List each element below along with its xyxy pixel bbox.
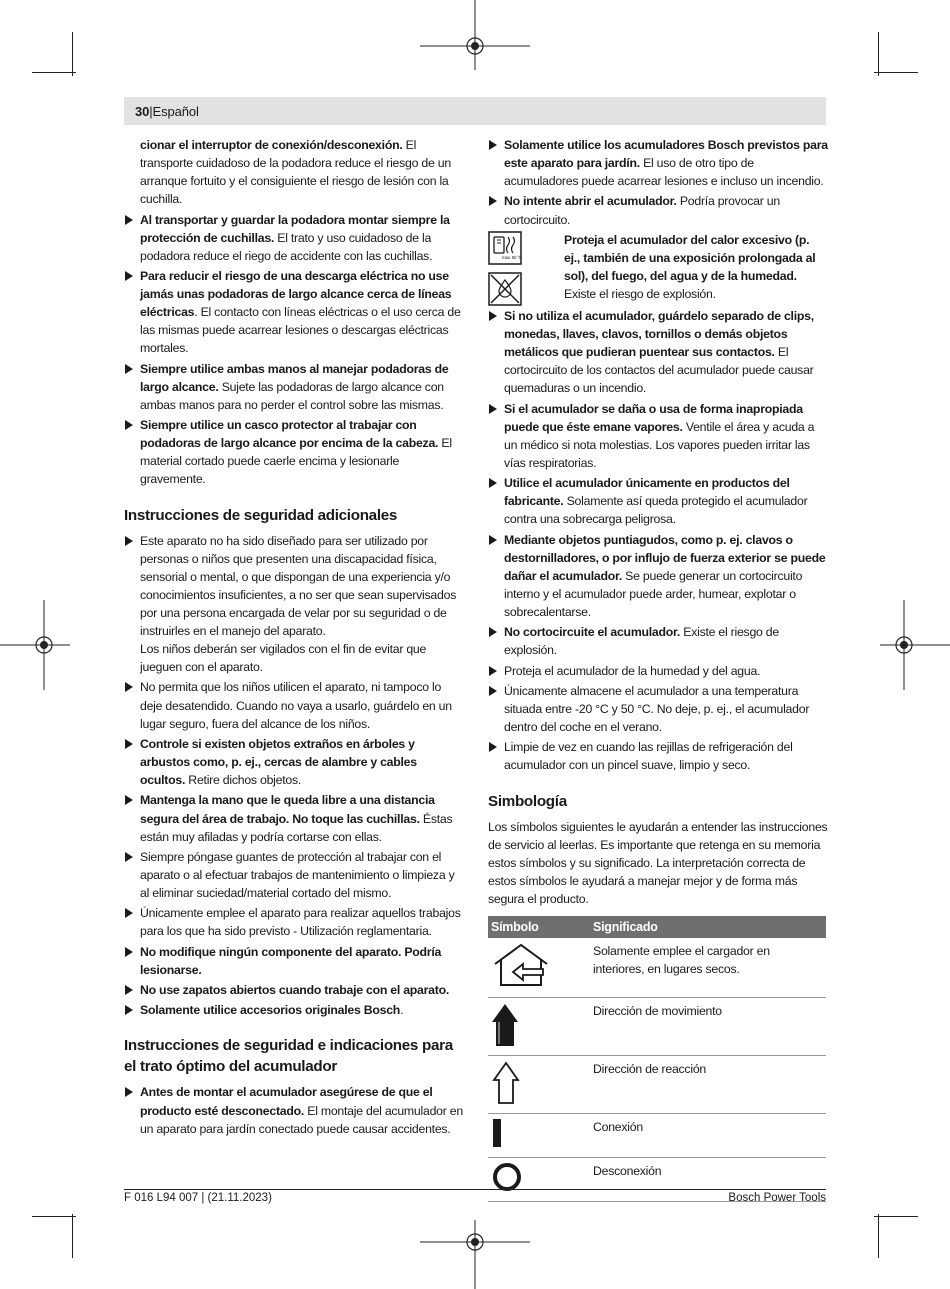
section-heading: Instrucciones de seguridad adicionales	[124, 506, 398, 524]
crop-mark	[32, 1216, 76, 1217]
list-item: cionar el interruptor de conexión/desconexión. El transporte cuidadoso de la podadora reduce el riesgo de un arranque fortuito y el consiguiente el riesgo de lesión con la cuchilla.	[140, 138, 451, 207]
column-header-symbol: Símbolo	[488, 916, 590, 938]
reaction-direction-icon	[491, 1060, 521, 1104]
header-language: Español	[152, 104, 199, 119]
no-water-icon	[488, 272, 522, 306]
meaning-cell: Dirección de movimiento	[590, 998, 826, 1056]
section-heading: Simbología	[488, 792, 567, 810]
bullet-arrow-icon	[125, 271, 133, 281]
list-item: No modifique ningún componente del aparato. Podría lesionarse.	[124, 943, 464, 979]
bullet-arrow-icon	[125, 985, 133, 995]
page-header	[135, 104, 199, 120]
symbols-intro: Los símbolos siguientes le ayudarán a entender las instrucciones de servicio al leerlas. Es importante que retenga en su memoria estos símbolos y su significado. La interpretación correcta de estos símbolos le ayudará a manejar mejor y de forma más segura el producto.	[488, 819, 828, 906]
crop-mark	[72, 1214, 73, 1258]
bullet-arrow-icon	[125, 215, 133, 225]
meaning-cell: Dirección de reacción	[590, 1056, 826, 1114]
bullet-arrow-icon	[489, 742, 497, 752]
section-heading: Instrucciones de seguridad e indicaciones para el trato óptimo del acumulador	[124, 1037, 453, 1076]
column-header-meaning: Significado	[590, 916, 826, 938]
bullet-arrow-icon	[489, 311, 497, 321]
bullet-arrow-icon	[125, 1005, 133, 1015]
crop-mark	[878, 32, 879, 76]
bullet-arrow-icon	[489, 627, 497, 637]
bullet-arrow-icon	[125, 947, 133, 957]
list-item: Si el acumulador se daña o usa de forma inapropiada puede que éste emane vapores. Ventile el área y acuda a un médico si nota molestias. Los vapores pueden irritar las vías respiratorias.	[488, 400, 828, 472]
bullet-arrow-icon	[489, 404, 497, 414]
footer-rule	[124, 1189, 826, 1190]
crop-mark	[874, 1216, 918, 1217]
list-item: No permita que los niños utilicen el aparato, ni tampoco lo deje desatendido. Cuando no vaya a usarlo, guárdelo en un lugar seguro, fuera del alcance de los niños.	[124, 678, 464, 732]
list-item: Antes de montar el acumulador asegúrese de que el producto esté desconectado. El montaje del acumulador en un aparato para jardín conectado puede causar accidentes.	[124, 1083, 464, 1137]
list-item: Limpie de vez en cuando las rejillas de refrigeración del acumulador con un pincel suave, limpio y seco.	[488, 738, 828, 774]
registration-mark-bottom	[420, 1220, 530, 1289]
bullet-arrow-icon	[489, 478, 497, 488]
bullet-arrow-icon	[489, 535, 497, 545]
list-item: Únicamente almacene el acumulador a una temperatura situada entre -20 °C y 50 °C. No deje, p. ej., el acumulador dentro del coche en el verano.	[488, 682, 828, 736]
list-item: Este aparato no ha sido diseñado para ser utilizado por personas o niños que presenten una discapacidad física, sensorial o mental, o que dispongan de una experiencia y/o conocimientos insuficientes, a no ser que sean supervisados por una persona encargada de velar por su seguridad o de instruirles en el manejo del aparato. Los niños deberán ser vigilados con el fin de evitar que jueguen con el aparato.	[124, 532, 464, 677]
list-item: Para reducir el riesgo de una descarga eléctrica no use jamás unas podadoras de largo alcance cerca de líneas eléctricas. El contacto con líneas eléctricas o el uso cerca de las mismas puede acarrear lesiones o descargas eléctricas mortales.	[124, 267, 464, 357]
off-switch-icon	[491, 1162, 525, 1192]
right-column	[488, 136, 828, 1202]
table-row	[488, 1114, 826, 1158]
list-item: Utilice el acumulador únicamente en productos del fabricante. Solamente así queda protegido el acumulador contra una sobrecarga peligrosa.	[488, 474, 828, 528]
bullet-arrow-icon	[125, 908, 133, 918]
left-column	[124, 136, 464, 1140]
footer-brand: Bosch Power Tools	[728, 1192, 826, 1204]
crop-mark	[874, 72, 918, 73]
list-item: Únicamente emplee el aparato para realizar aquellos trabajos para los que ha sido previsto - Utilización reglamentaria.	[124, 904, 464, 940]
list-item: Siempre utilice ambas manos al manejar podadoras de largo alcance. Sujete las podadoras de largo alcance con ambas manos para no perder el control sobre las mismas.	[124, 360, 464, 414]
bullet-arrow-icon	[125, 364, 133, 374]
bullet-arrow-icon	[125, 739, 133, 749]
header-separator: |	[149, 104, 153, 119]
meaning-cell: Desconexión	[590, 1158, 826, 1202]
warning-icons	[488, 231, 528, 311]
crop-mark	[72, 32, 73, 76]
table-row	[488, 998, 826, 1056]
bullet-arrow-icon	[489, 140, 497, 150]
bullet-arrow-icon	[489, 686, 497, 696]
list-item: Solamente utilice los acumuladores Bosch previstos para este aparato para jardín. El uso de otro tipo de acumuladores puede acarrear lesiones e incluso un incendio.	[488, 136, 828, 190]
list-item: Si no utiliza el acumulador, guárdelo separado de clips, monedas, llaves, clavos, tornillos o demás objetos metálicos que pudieran puentear sus contactos. El cortocircuito de los contactos del acumulador puede causar quemaduras o un incendio.	[488, 307, 828, 397]
list-item: Mantenga la mano que le queda libre a una distancia segura del área de trabajo. No toque las cuchillas. Éstas están muy afiladas y podría cortarse con ellas.	[124, 791, 464, 845]
table-header-row	[488, 916, 826, 938]
list-item: No use zapatos abiertos cuando trabaje con el aparato.	[124, 981, 464, 999]
bullet-arrow-icon	[125, 682, 133, 692]
header-band	[124, 97, 826, 125]
registration-mark-right	[880, 600, 950, 690]
list-item: Siempre utilice un casco protector al trabajar con podadoras de largo alcance por encima de la cabeza. El material cortado puede caerle encima y lesionarle gravemente.	[124, 416, 464, 488]
bullet-arrow-icon	[489, 666, 497, 676]
footer-doc-number: F 016 L94 007 | (21.11.2023)	[124, 1192, 272, 1204]
registration-mark-left	[0, 600, 70, 690]
list-item: Proteja el acumulador de la humedad y del agua.	[488, 662, 828, 680]
bullet-arrow-icon	[125, 852, 133, 862]
indoor-house-icon	[491, 942, 551, 988]
crop-mark	[878, 1214, 879, 1258]
movement-direction-icon	[491, 1002, 521, 1046]
list-item: No intente abrir el acumulador. Podría provocar un cortocircuito.	[488, 192, 828, 228]
list-item: Controle si existen objetos extraños en árboles y arbustos como, p. ej., cercas de alambre y cables ocultos. Retire dichos objetos.	[124, 735, 464, 789]
symbols-table	[488, 916, 826, 1202]
on-switch-icon	[491, 1118, 511, 1148]
page-number: 30	[135, 104, 150, 119]
bullet-arrow-icon	[125, 1087, 133, 1097]
list-item: Mediante objetos puntiagudos, como p. ej. clavos o destornilladores, o por influjo de fuerza exterior se puede dañar el acumulador. Se puede generar un cortocircuito interno y el acumulador puede arder, humear, explotar o sobrecalentarse.	[488, 531, 828, 621]
bullet-arrow-icon	[125, 536, 133, 546]
list-item: Solamente utilice accesorios originales Bosch.	[124, 1001, 464, 1019]
list-item: Al transportar y guardar la podadora montar siempre la protección de cuchillas. El trato y uso cuidadoso de la podadora reduce el riego de accidente con las cuchillas.	[124, 211, 464, 265]
list-item: No cortocircuite el acumulador. Existe el riesgo de explosión.	[488, 623, 828, 659]
bullet-arrow-icon	[125, 795, 133, 805]
registration-mark-top	[420, 0, 530, 70]
warning-text: Proteja el acumulador del calor excesivo (p. ej., también de una exposición prolongada al sol), del fuego, del agua y de la humedad. Existe el riesgo de explosión.	[564, 232, 816, 302]
table-row	[488, 938, 826, 998]
crop-mark	[32, 72, 76, 73]
warning-block	[488, 231, 828, 303]
meaning-cell: Conexión	[590, 1114, 826, 1158]
meaning-cell: Solamente emplee el cargador en interiores, en lugares secos.	[590, 938, 826, 998]
table-row	[488, 1056, 826, 1114]
list-item: Siempre póngase guantes de protección al trabajar con el aparato o al efectuar trabajos de mantenimiento o limpieza y al eliminar suciedad/material cortado del mismo.	[124, 848, 464, 902]
icon-temperature-label: max. 50 °C	[502, 254, 522, 260]
bullet-arrow-icon	[489, 196, 497, 206]
bullet-arrow-icon	[125, 420, 133, 430]
